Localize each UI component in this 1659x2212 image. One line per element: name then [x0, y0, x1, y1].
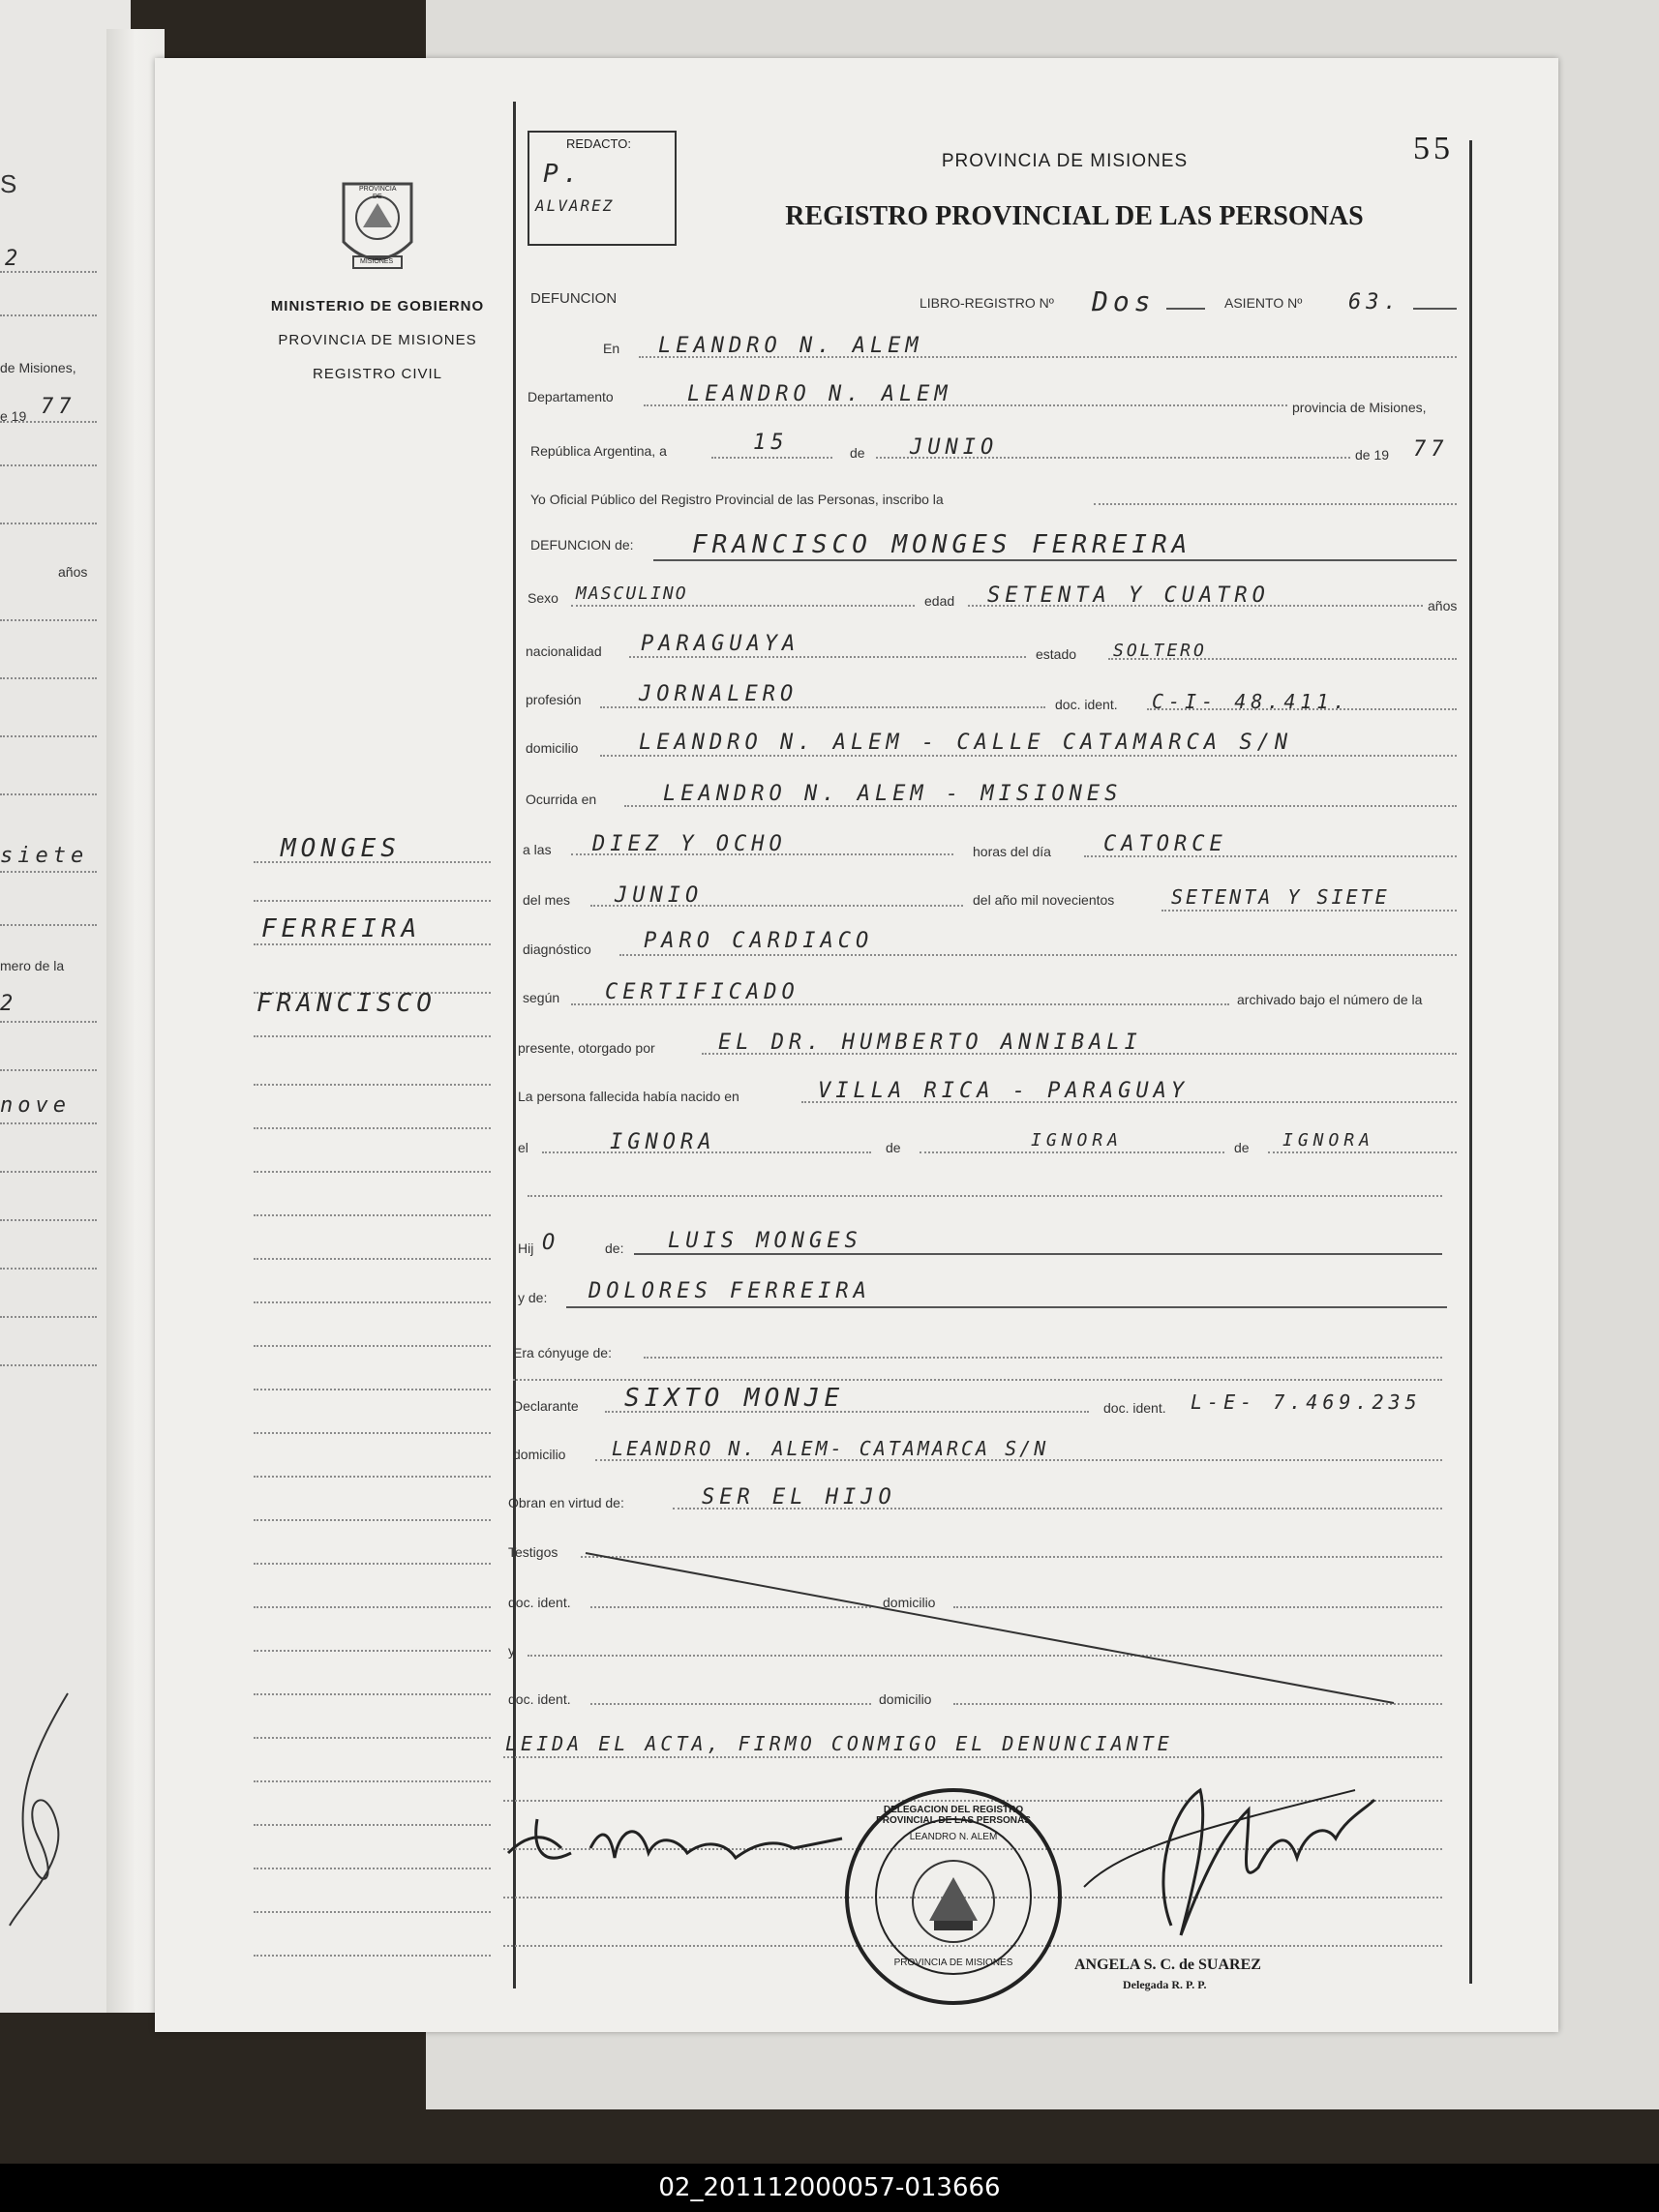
provincia-suffix: provincia de Misiones,	[1292, 400, 1427, 415]
doc2-label: doc. ident.	[1103, 1400, 1166, 1416]
margin-surname-1: MONGES	[281, 834, 401, 863]
nacionalidad-label: nacionalidad	[526, 643, 602, 659]
hijo-suffix: O	[542, 1231, 560, 1255]
official-signature	[1065, 1771, 1384, 1969]
day-value: 15	[753, 431, 789, 455]
horas-label: horas del día	[973, 844, 1051, 859]
hijo-de-label: de:	[605, 1241, 624, 1256]
profesion-label: profesión	[526, 692, 582, 707]
obran-label: Obran en virtud de:	[508, 1495, 624, 1510]
header-province: PROVINCIA DE MISIONES	[941, 151, 1189, 171]
declarant-signature	[503, 1800, 852, 1882]
nacionalidad-value: PARAGUAYA	[641, 632, 800, 656]
nacido-label: La persona fallecida había nacido en	[518, 1089, 739, 1104]
asiento-value: 63.	[1348, 290, 1402, 314]
deceased-name: FRANCISCO MONGES FERREIRA	[692, 530, 1192, 559]
asiento-label: ASIENTO Nº	[1224, 295, 1303, 311]
segun-value: CERTIFICADO	[605, 980, 799, 1004]
year-value: 77	[1413, 437, 1449, 462]
presente-label: presente, otorgado por	[518, 1040, 655, 1056]
header-title: REGISTRO PROVINCIAL DE LAS PERSONAS	[785, 201, 1364, 231]
testigos-strike-line	[581, 1548, 1413, 1708]
en-label: En	[603, 341, 620, 356]
stamp-bottom-text: PROVINCIA DE MISIONES	[893, 1958, 1013, 1968]
conyuge-label: Era cónyuge de:	[513, 1345, 612, 1360]
ministry-province: PROVINCIA DE MISIONES	[278, 332, 477, 348]
de-label: de	[850, 445, 865, 461]
left-fragment-7: siete	[0, 844, 89, 868]
anio-label: del año mil novecientos	[973, 892, 1115, 908]
de2-label: de	[1234, 1140, 1250, 1155]
domicilio-label: domicilio	[526, 740, 579, 756]
libro-value: Dos	[1092, 285, 1156, 317]
month-value: JUNIO	[910, 435, 999, 460]
doc3-label: doc. ident.	[508, 1595, 571, 1610]
doc-label: doc. ident.	[1055, 697, 1118, 712]
sexo-value: MASCULINO	[576, 583, 688, 604]
de1-value: IGNORA	[1031, 1130, 1124, 1151]
declarante-label: Declarante	[513, 1398, 579, 1414]
estado-value: SOLTERO	[1113, 641, 1207, 661]
anio-value: SETENTA Y SIETE	[1171, 885, 1390, 909]
left-fragment-2: 2	[5, 247, 23, 271]
closing-text: LEIDA EL ACTA, FIRMO CONMIGO EL DENUNCIANTE	[505, 1732, 1173, 1755]
alas-label: a las	[523, 842, 552, 857]
left-fragment-4: e 19	[0, 408, 27, 424]
left-fragment-8: mero de la	[0, 958, 65, 973]
yde-label: y de:	[518, 1290, 548, 1305]
dom4-label: domicilio	[879, 1691, 932, 1707]
obran-value: SER EL HIJO	[702, 1485, 896, 1510]
testigos-label: Testigos	[508, 1544, 558, 1560]
father-name: LUIS MONGES	[668, 1229, 862, 1253]
el-label: el	[518, 1140, 528, 1155]
domicilio-value: LEANDRO N. ALEM - CALLE CATAMARCA S/N	[639, 731, 1293, 755]
page-number: 55	[1413, 131, 1454, 166]
republica-label: República Argentina, a	[530, 443, 667, 459]
redacto-initial: P.	[543, 160, 584, 189]
hijo-label: Hij	[518, 1241, 534, 1256]
left-page-fragments	[0, 0, 116, 1451]
archivado-label: archivado bajo el número de la	[1237, 992, 1423, 1007]
defuncion-label: DEFUNCION	[530, 290, 618, 307]
seal-text-2: DE	[373, 194, 382, 200]
ministry-title: MINISTERIO DE GOBIERNO	[270, 298, 485, 314]
redacto-box	[528, 131, 677, 246]
domicilio2-value: LEANDRO N. ALEM- CATAMARCA S/N	[612, 1437, 1049, 1460]
doc4-label: doc. ident.	[508, 1691, 571, 1707]
redacto-label: REDACTO:	[566, 136, 631, 151]
redacto-name: ALVAREZ	[535, 196, 615, 215]
defuncion-de-label: DEFUNCION de:	[530, 537, 634, 553]
en-value: LEANDRO N. ALEM	[658, 334, 923, 358]
sexo-label: Sexo	[528, 590, 558, 606]
alas-value: DIEZ Y OCHO	[592, 832, 787, 856]
el-value: IGNORA	[610, 1130, 716, 1154]
y-label: y	[508, 1643, 515, 1659]
nacido-value: VILLA RICA - PARAGUAY	[818, 1079, 1190, 1103]
stamp-middle-text: LEANDRO N. ALEM	[909, 1832, 998, 1842]
margin-surname-2: FERREIRA	[261, 914, 422, 943]
edad-label: edad	[924, 593, 955, 609]
edad-value: SETENTA Y CUATRO	[987, 583, 1270, 608]
seal-text-3: MISIONES	[360, 258, 394, 265]
margin-given-name: FRANCISCO	[256, 989, 437, 1018]
mes-value: JUNIO	[615, 883, 704, 908]
left-fragment-10: nove	[0, 1093, 71, 1118]
oficial-text: Yo Oficial Público del Registro Provincial de las Personas, inscribo la	[530, 492, 944, 507]
declarante-value: SIXTO MONJE	[624, 1384, 845, 1413]
presente-value: EL DR. HUMBERTO ANNIBALI	[718, 1031, 1142, 1055]
profesion-value: JORNALERO	[639, 682, 799, 706]
de1-label: de	[886, 1140, 901, 1155]
left-fragment-6: años	[58, 564, 88, 580]
dom3-label: domicilio	[883, 1595, 936, 1610]
doc-value: C-I- 48.411.	[1152, 690, 1350, 713]
stamp-outer-text: DELEGACION DEL REGISTRO PROVINCIAL DE LAS PERSONAS	[876, 1805, 1031, 1826]
signatory-name: ANGELA S. C. de SUAREZ	[1074, 1957, 1261, 1973]
departamento-value: LEANDRO N. ALEM	[687, 382, 952, 406]
signatory-title: Delegada R. P. P.	[1123, 1978, 1207, 1991]
anos-label: años	[1428, 598, 1458, 613]
ministry-registry: REGISTRO CIVIL	[312, 366, 443, 382]
domicilio2-label: domicilio	[513, 1447, 566, 1462]
left-fragment-5: 77	[41, 395, 76, 419]
doc2-value: L-E- 7.469.235	[1191, 1390, 1422, 1414]
diagnostico-label: diagnóstico	[523, 942, 591, 957]
left-fragment-3: de Misiones,	[0, 360, 76, 375]
ocurrida-value: LEANDRO N. ALEM - MISIONES	[663, 782, 1123, 806]
seal-text-1: PROVINCIA	[359, 186, 397, 193]
estado-label: estado	[1036, 646, 1077, 662]
left-signature-scribble	[0, 1684, 87, 1940]
departamento-label: Departamento	[528, 389, 614, 404]
ocurrida-label: Ocurrida en	[526, 792, 597, 807]
libro-label: LIBRO-REGISTRO Nº	[920, 295, 1054, 311]
frame-right-line	[1469, 140, 1472, 1984]
segun-label: según	[523, 990, 560, 1005]
left-fragment-1: S	[0, 169, 17, 198]
year-label: de 19	[1355, 447, 1390, 463]
dia-value: CATORCE	[1103, 832, 1227, 856]
de2-value: IGNORA	[1282, 1130, 1375, 1151]
image-id-footer: 02_201112000057-013666	[0, 2164, 1659, 2212]
mother-name: DOLORES FERREIRA	[588, 1279, 871, 1303]
diagnostico-value: PARO CARDIACO	[644, 929, 874, 953]
left-fragment-9: 2	[0, 992, 18, 1016]
delmes-label: del mes	[523, 892, 571, 908]
official-stamp	[842, 1785, 1065, 2008]
